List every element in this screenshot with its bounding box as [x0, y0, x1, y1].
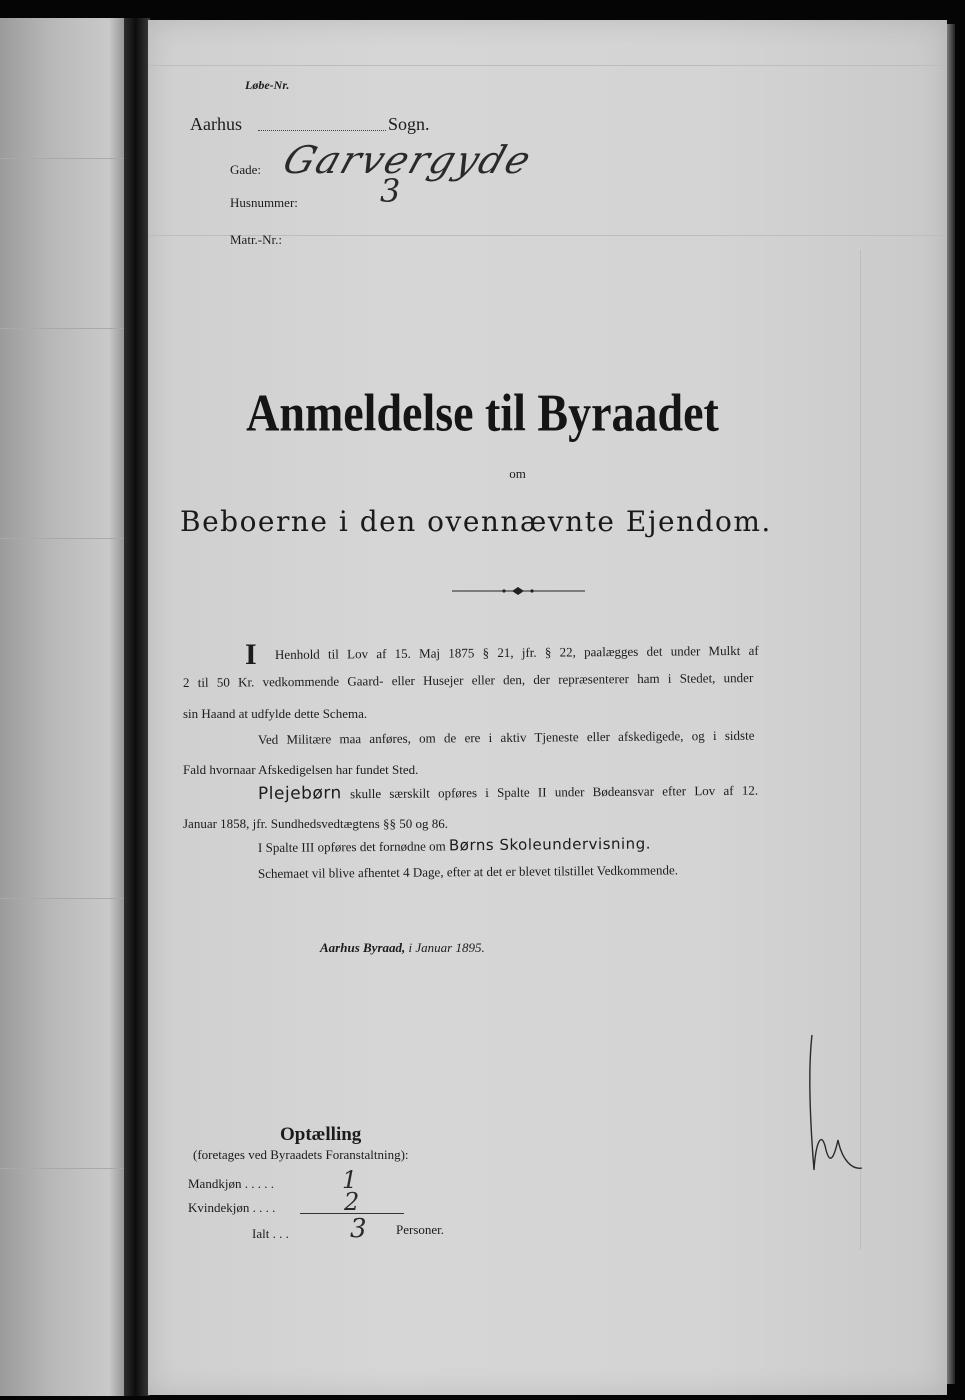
body-line-rest: skulle særskilt opføres i Spalte II under Bødeansvar efter Lov af 12. [349, 782, 759, 802]
signoff-authority: Aarhus Byraad, [320, 940, 406, 955]
handwritten-initials [800, 1030, 870, 1180]
loebe-nr-label: Løbe-Nr. [245, 78, 290, 92]
body-line: Fald hvornaar Afskedigelsen har fundet Sted. [183, 762, 419, 777]
count-subtitle: (foretages ved Byraadets Foranstaltning): [193, 1147, 409, 1162]
body-line: Schemaet vil blive afhentet 4 Dage, efter at det er blevet tilstillet Vedkommende. [257, 862, 679, 881]
body-line: Januar 1858, jfr. Sundhedsvedtægtens §§ 50 og 86. [183, 816, 449, 831]
document-title: Anmeldelse til Byraadet [246, 383, 719, 442]
page-right-edge [947, 24, 955, 1384]
ornament-divider [452, 584, 585, 596]
body-line-start: I Spalte III opføres det fornødne om [257, 838, 446, 855]
total-count-label: Ialt . . . [252, 1226, 289, 1241]
signoff [320, 940, 485, 956]
total-count-value: 3 [350, 1214, 367, 1244]
city-label: Aarhus [190, 114, 242, 134]
body-line: Ved Militære maa anføres, om de ere i aktiv Tjeneste eller afskedigede, og i sidste [257, 727, 755, 747]
signoff-date: i Januar 1895. [408, 940, 485, 955]
title-connector: om [509, 466, 526, 481]
previous-page-edge [0, 18, 128, 1396]
male-count-label: Mandkjøn . . . . . [188, 1176, 274, 1191]
body-line [257, 834, 652, 855]
book-spine [124, 18, 150, 1396]
female-count-value: 2 [344, 1188, 360, 1216]
document-subtitle: Beboerne i den ovennævnte Ejendom. [180, 505, 772, 538]
matr-label: Matr.-Nr.: [230, 232, 282, 247]
parish-label: Sogn. [388, 114, 430, 134]
body-line: sin Haand at udfylde dette Schema. [183, 706, 368, 721]
house-number-label: Husnummer: [230, 195, 298, 210]
male-count-value: 1 [342, 1166, 358, 1194]
persons-label: Personer. [396, 1222, 445, 1237]
parish-fill-line [258, 130, 386, 131]
house-number-value: 3 [380, 172, 401, 210]
body-line: 2 til 50 Kr. vedkommende Gaard- eller Husejer eller den, der repræsenterer ham i Stedet, under [182, 670, 754, 690]
street-value: Garvergyde [277, 138, 539, 182]
female-count-label: Kvindekjøn . . . . [188, 1200, 276, 1215]
street-label: Gade: [230, 162, 262, 177]
foster-children-emphasis: Plejebørn [257, 783, 342, 804]
schooling-emphasis: Børns Skoleundervisning. [448, 834, 652, 855]
body-line: Henhold til Lov af 15. Maj 1875 § 21, jfr. § 22, paalægges det under Mulkt af [274, 642, 759, 662]
initial-letter: I [245, 638, 257, 671]
count-title: Optælling [280, 1124, 362, 1145]
